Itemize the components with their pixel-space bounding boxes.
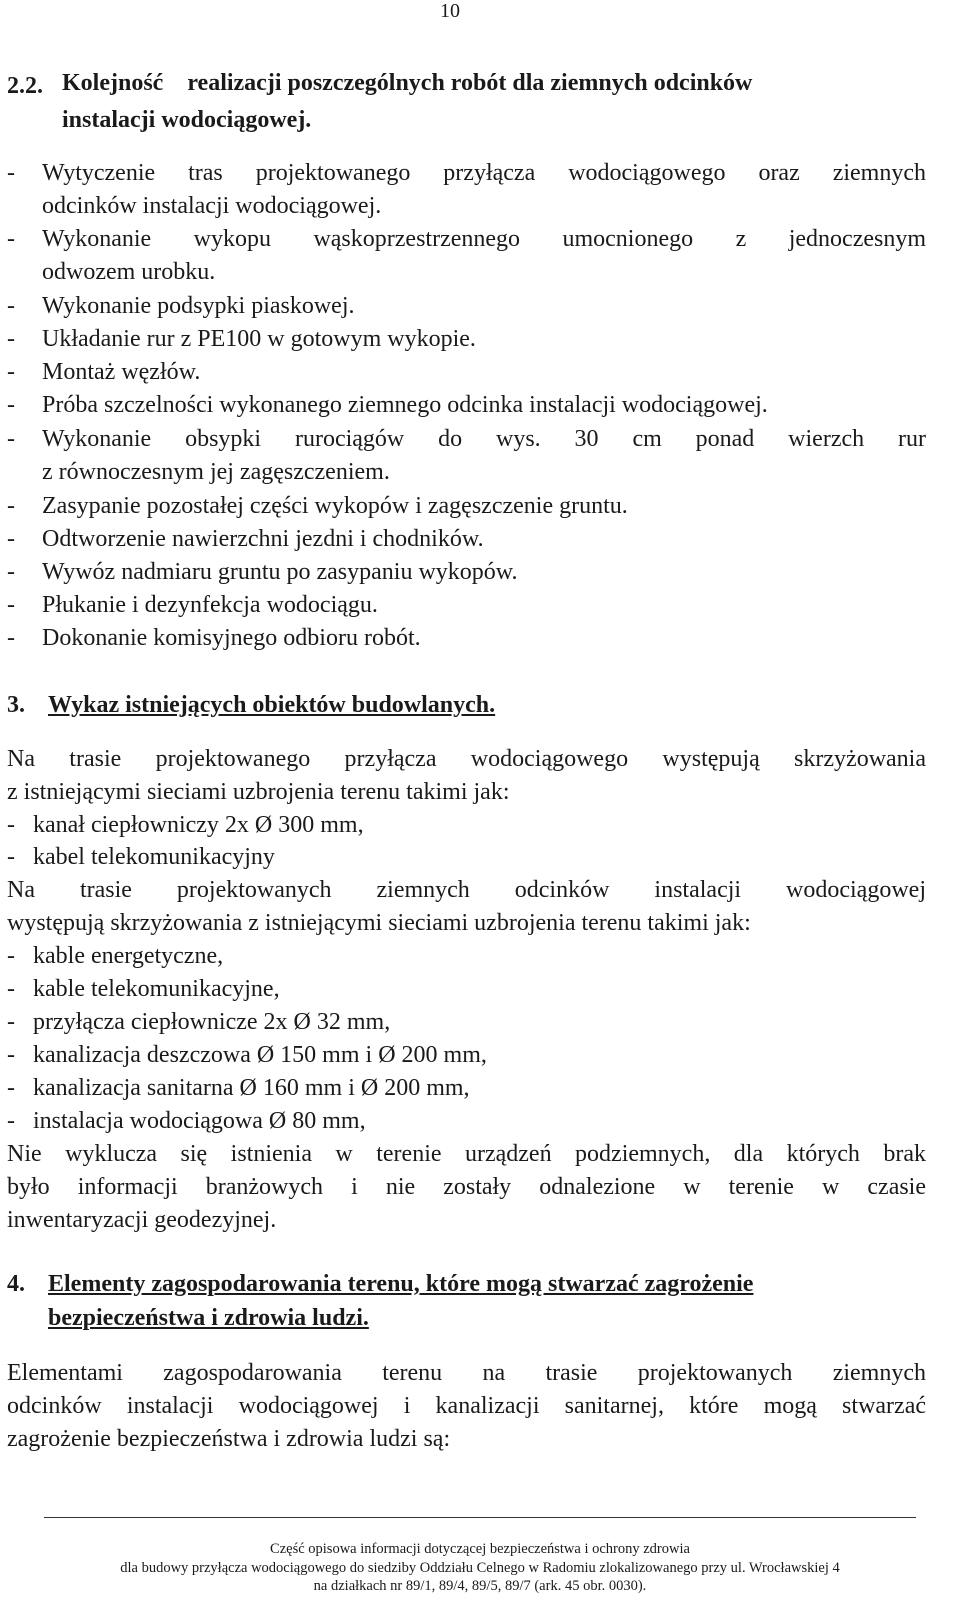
list-item xyxy=(42,223,926,289)
list-item: Odtworzenie nawierzchni jezdni i chodników. xyxy=(42,526,484,552)
footer-divider xyxy=(44,1517,916,1518)
list-dash: - xyxy=(7,625,15,651)
list-item: kabel telekomunikacyjny xyxy=(33,844,275,870)
list-item: Próba szczelności wykonanego ziemnego odcinka instalacji wodociągowej. xyxy=(42,392,768,418)
page-number: 10 xyxy=(440,0,460,22)
section-3-para3-line3: inwentaryzacji geodezyjnej. xyxy=(7,1207,277,1233)
section-4-title-line2: bezpieczeństwa i zdrowia ludzi. xyxy=(48,1305,369,1331)
list-dash: - xyxy=(7,226,15,252)
list-dash: - xyxy=(7,493,15,519)
list-dash: - xyxy=(7,812,15,838)
list-item: przyłącza ciepłownicze 2x Ø 32 mm, xyxy=(33,1009,391,1035)
footer-line2: dla budowy przyłącza wodociągowego do siedziby Oddziału Celnego w Radomiu zlokalizowanego przy ul. Wrocławskiej 4 xyxy=(120,1560,840,1576)
list-dash: - xyxy=(7,976,15,1002)
list-dash: - xyxy=(7,1042,15,1068)
footer-line3: na działkach nr 89/1, 89/4, 89/5, 89/7 (ark. 45 obr. 0030). xyxy=(313,1578,647,1594)
list-dash: - xyxy=(7,160,15,186)
footer-line1: Część opisowa informacji dotyczącej bezpieczeństwa i ochrony zdrowia xyxy=(270,1541,690,1557)
section-4-number: 4. xyxy=(7,1271,25,1297)
list-dash: - xyxy=(7,559,15,585)
section-3-number: 3. xyxy=(7,692,25,718)
list-item-line: Wykonanie obsypki rurociągów do wys. 30 cm ponad wierzch rur xyxy=(42,426,926,452)
list-dash: - xyxy=(7,293,15,319)
section-2-2-title-line2: instalacji wodociągowej. xyxy=(62,107,312,133)
list-dash: - xyxy=(7,392,15,418)
list-item: Zasypanie pozostałej części wykopów i zagęszczenie gruntu. xyxy=(42,493,628,519)
section-3-para2-line2: występują skrzyżowania z istniejącymi sieciami uzbrojenia terenu takimi jak: xyxy=(7,910,751,936)
section-3-para3-line1: Nie wyklucza się istnienia w terenie urządzeń podziemnych, dla których brak xyxy=(7,1141,926,1167)
section-3-para2-line1: Na trasie projektowanych ziemnych odcinków instalacji wodociągowej xyxy=(7,877,926,903)
list-item: Układanie rur z PE100 w gotowym wykopie. xyxy=(42,326,476,352)
list-dash: - xyxy=(7,1009,15,1035)
list-dash: - xyxy=(7,1108,15,1134)
list-item: Dokonanie komisyjnego odbioru robót. xyxy=(42,625,421,651)
list-item-line: odwozem urobku. xyxy=(42,259,216,285)
list-dash: - xyxy=(7,592,15,618)
list-item-line: Wytyczenie tras projektowanego przyłącza wodociągowego oraz ziemnych xyxy=(42,160,926,186)
section-4-para-line2: odcinków instalacji wodociągowej i kanalizacji sanitarnej, które mogą stwarzać xyxy=(7,1393,926,1419)
section-4-title-line1: Elementy zagospodarowania terenu, które mogą stwarzać zagrożenie xyxy=(48,1271,754,1297)
list-item: kanalizacja deszczowa Ø 150 mm i Ø 200 mm, xyxy=(33,1042,487,1068)
section-3-para1-line1: Na trasie projektowanego przyłącza wodociągowego występują skrzyżowania xyxy=(7,746,926,772)
section-4-para-line3: zagrożenie bezpieczeństwa i zdrowia ludzi są: xyxy=(7,1426,451,1452)
list-item: Płukanie i dezynfekcja wodociągu. xyxy=(42,592,378,618)
list-item: Wykonanie podsypki piaskowej. xyxy=(42,293,355,319)
section-2-2-title-text: Kolejność realizacji poszczególnych robót dla ziemnych odcinków xyxy=(62,70,753,96)
list-item-line: Wykonanie wykopu wąskoprzestrzennego umocnionego z jednoczesnym xyxy=(42,226,926,252)
list-item: kable telekomunikacyjne, xyxy=(33,976,280,1002)
list-item-line: odcinków instalacji wodociągowej. xyxy=(42,193,382,219)
section-2-2-number: 2.2. xyxy=(7,73,43,99)
list-item: instalacja wodociągowa Ø 80 mm, xyxy=(33,1108,366,1134)
section-2-2-title-line1 xyxy=(62,70,926,97)
list-item: kanał ciepłowniczy 2x Ø 300 mm, xyxy=(33,812,364,838)
list-item: Montaż węzłów. xyxy=(42,359,201,385)
list-dash: - xyxy=(7,943,15,969)
section-3-para3-line2: było informacji branżowych i nie zostały odnalezione w terenie w czasie xyxy=(7,1174,926,1200)
list-dash: - xyxy=(7,359,15,385)
section-3-para1-line2: z istniejącymi sieciami uzbrojenia terenu takimi jak: xyxy=(7,779,510,805)
list-dash: - xyxy=(7,526,15,552)
list-item: Wywóz nadmiaru gruntu po zasypaniu wykopów. xyxy=(42,559,518,585)
list-item xyxy=(42,423,926,489)
list-dash: - xyxy=(7,326,15,352)
list-dash: - xyxy=(7,1075,15,1101)
list-item xyxy=(42,157,926,223)
list-item: kanalizacja sanitarna Ø 160 mm i Ø 200 mm, xyxy=(33,1075,470,1101)
section-3-title: Wykaz istniejących obiektów budowlanych. xyxy=(48,692,496,718)
list-dash: - xyxy=(7,844,15,870)
list-dash: - xyxy=(7,426,15,452)
list-item: kable energetyczne, xyxy=(33,943,224,969)
list-item-line: z równoczesnym jej zagęszczeniem. xyxy=(42,459,390,485)
section-4-para-line1: Elementami zagospodarowania terenu na trasie projektowanych ziemnych xyxy=(7,1360,926,1386)
